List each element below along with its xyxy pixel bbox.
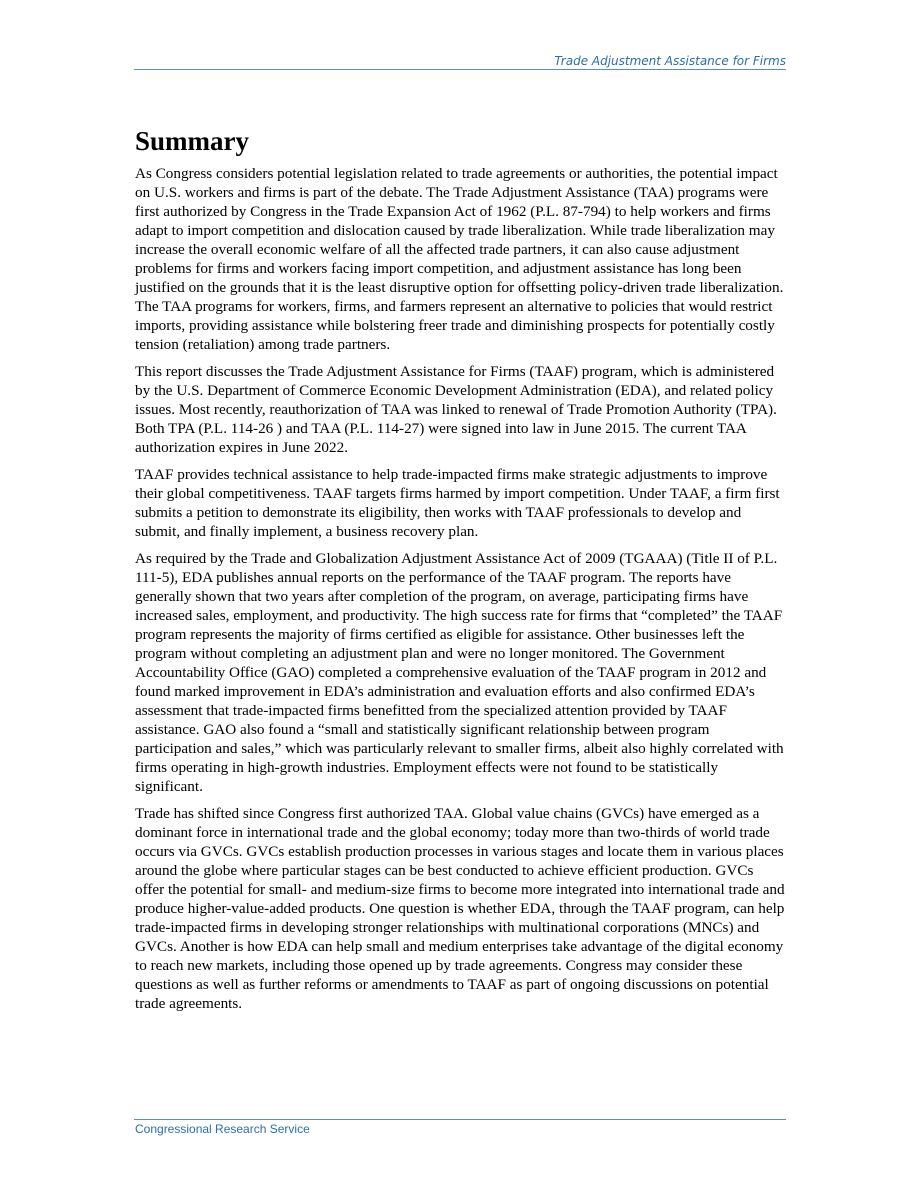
- summary-paragraph-3: TAAF provides technical assistance to help trade-impacted firms make strategic adjustments to improve their global competitiveness. TAAF targets firms harmed by import competition. Under TAAF, a firm first submits a petition to demonstrate its eligibility, then works with TAAF professionals to develop and submit, and finally implement, a business recovery plan.: [135, 466, 780, 540]
- summary-paragraph-2: This report discusses the Trade Adjustment Assistance for Firms (TAAF) program, which is administered by the U.S. Department of Commerce Economic Development Administration (EDA), and related policy issues. Most recently, reauthorization of TAA was linked to renewal of Trade Promotion Authority (TPA). Both TPA (P.L. 114-26 ) and TAA (P.L. 114-27) were signed into law in June 2015. The current TAA authorization expires in June 2022.: [135, 363, 777, 456]
- summary-paragraph-5: Trade has shifted since Congress first authorized TAA. Global value chains (GVCs) have emerged as a dominant force in international trade and the global economy; today more than two-thirds of world trade occurs via GVCs. GVCs establish production processes in various stages and locate them in various places around the globe where particular stages can be best conducted to achieve efficient production. GVCs offer the potential for small- and medium-size firms to become more integrated into international trade and produce higher-value-added products. One question is whether EDA, through the TAAF program, can help trade-impacted firms in developing stronger relationships with multinational corporations (MNCs) and GVCs. Another is how EDA can help small and medium enterprises take advantage of the digital economy to reach new markets, including those opened up by trade agreements. Congress may consider these questions as well as further reforms or amendments to TAAF as part of ongoing discussions on potential trade agreements.: [135, 805, 785, 1012]
- running-header-title: Trade Adjustment Assistance for Firms: [554, 54, 786, 68]
- summary-paragraph-1: As Congress considers potential legislation related to trade agreements or authorities, the potential impact on U.S. workers and firms is part of the debate. The Trade Adjustment Assistance (TAA) programs were first authorized by Congress in the Trade Expansion Act of 1962 (P.L. 87-794) to help workers and firms adapt to import competition and dislocation caused by trade liberalization. While trade liberalization may increase the overall economic welfare of all the affected trade partners, it can also cause adjustment problems for firms and workers facing import competition, and adjustment assistance has long been justified on the grounds that it is the least disruptive option for offsetting policy-driven trade liberalization. The TAA programs for workers, firms, and farmers represent an alternative to policies that would restrict imports, providing assistance while bolstering freer trade and diminishing prospects for potentially costly tension (retaliation) among trade partners.: [135, 165, 784, 353]
- summary-paragraph-4: As required by the Trade and Globalization Adjustment Assistance Act of 2009 (TGAAA) (Title II of P.L. 111-5), EDA publishes annual reports on the performance of the TAAF program. The reports have generally shown that two years after completion of the program, on average, participating firms have increased sales, employment, and productivity. The high success rate for firms that “completed” the TAAF program represents the majority of firms certified as eligible for assistance. Other businesses left the program without completing an adjustment plan and were no longer monitored. The Government Accountability Office (GAO) completed a comprehensive evaluation of the TAAF program in 2012 and found marked improvement in EDA’s administration and evaluation efforts and also confirmed EDA’s assessment that trade-impacted firms benefitted from the specialized attention provided by TAAF assistance. GAO also found a “small and statistically significant relationship between program participation and sales,” which was particularly relevant to smaller firms, albeit also highly correlated with firms operating in high-growth industries. Employment effects were not found to be statistically significant.: [135, 550, 784, 795]
- summary-section: [135, 124, 785, 1021]
- footer-divider: [134, 1119, 786, 1120]
- header-divider: [134, 69, 786, 70]
- running-footer-organization: Congressional Research Service: [135, 1122, 310, 1136]
- page-title: Summary: [135, 126, 249, 156]
